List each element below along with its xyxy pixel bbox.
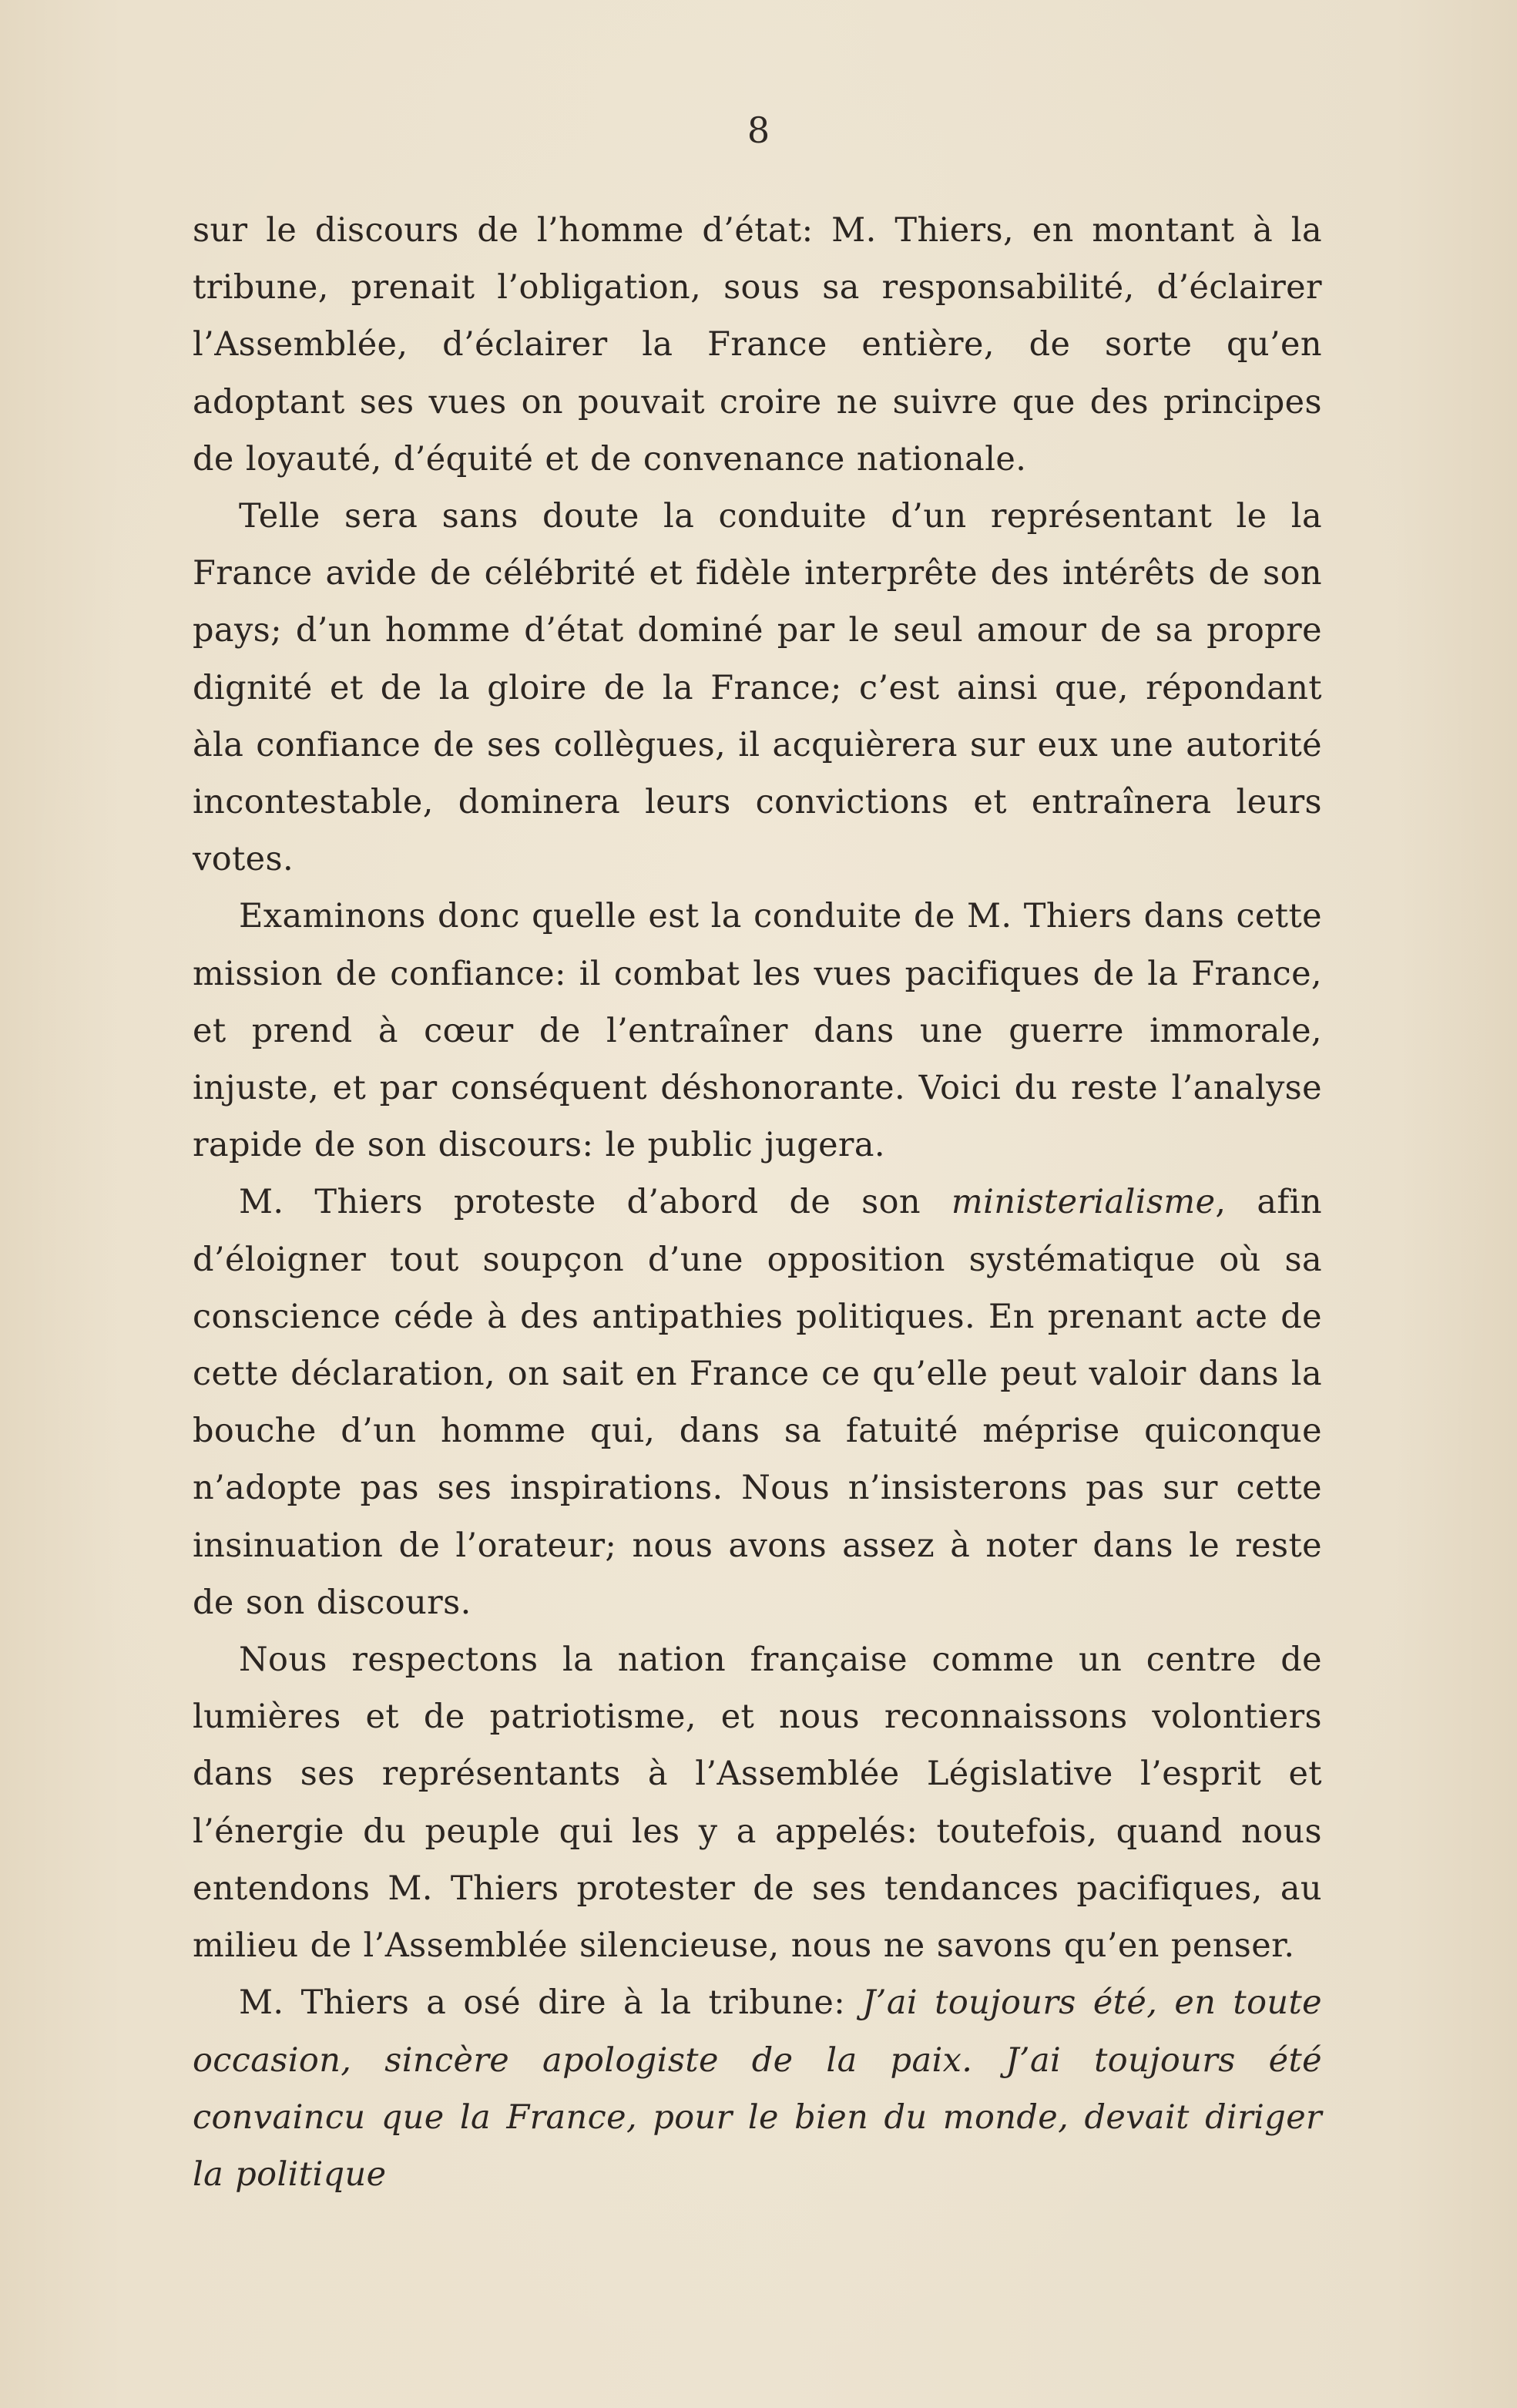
paragraph-4 [193, 1174, 1322, 1631]
paragraph-3: Examinons donc quelle est la conduite de M. Thiers dans cette mission de confiance: il combat les vues pacifiques de la France, et prend à cœur de l’entraîner dans une guerre immorale, injuste, et par conséquent déshonorante. Voici du reste l’analyse rapide de son discours: le public jugera. [193, 897, 1322, 1165]
paragraph-4-italic-term: ministerialisme [951, 1183, 1216, 1222]
page-number: 8 [747, 109, 770, 151]
paragraph-6 [193, 1974, 1322, 2203]
paragraph-6-italic-quote: J’ai toujours été, en toute occasion, sincère apologiste de la paix. J’ai toujours été convaincu que la France, pour le bien du monde, devait diriger la politique [193, 1983, 1322, 2194]
paragraph-4-text-end: , afin d’éloigner tout soupçon d’une opposition systématique où sa conscience céde à des antipathies politiques. En prenant acte de cette déclaration, on sait en France ce qu’elle peut valoir dans la bouche d’un homme qui, dans sa fatuité méprise quiconque n’adopte pas ses inspirations. Nous n’insisterons pas sur cette insinuation de l’orateur; nous avons assez à noter dans le reste de son discours. [193, 1183, 1322, 1622]
paragraph-1: sur le discours de l’homme d’état: M. Thiers, en montant à la tribune, prenait l’obligation, sous sa responsabilité, d’éclairer l’Assemblée, d’éclairer la France entière, de sorte qu’en adoptant ses vues on pouvait croire ne suivre que des principes de loyauté, d’équité et de convenance nationale. [193, 211, 1322, 479]
paragraph-2: Telle sera sans doute la conduite d’un représentant le la France avide de célébrité et fidèle interprête des intérêts de son pays; d’un homme d’état dominé par le seul amour de sa propre dignité et de la gloire de la France; c’est ainsi que, répondant àla confiance de ses collègues, il acquièrera sur eux une autorité incontestable, dominera leurs convictions et entraînera leurs votes. [193, 497, 1322, 879]
paragraph-4-text-start: M. Thiers proteste d’abord de son [239, 1183, 951, 1222]
paragraph-5: Nous respectons la nation française comme un centre de lumières et de patriotisme, et nous reconnaissons volontiers dans ses représentants à l’Assemblée Législative l’esprit et l’énergie du peuple qui les y a appelés: toutefois, quand nous entendons M. Thiers protester de ses tendances pacifiques, au milieu de l’Assemblée silencieuse, nous ne savons qu’en penser. [193, 1641, 1322, 1966]
body-text [193, 202, 1322, 2203]
paragraph-6-text-start: M. Thiers a osé dire à la tribune: [239, 1983, 863, 2023]
